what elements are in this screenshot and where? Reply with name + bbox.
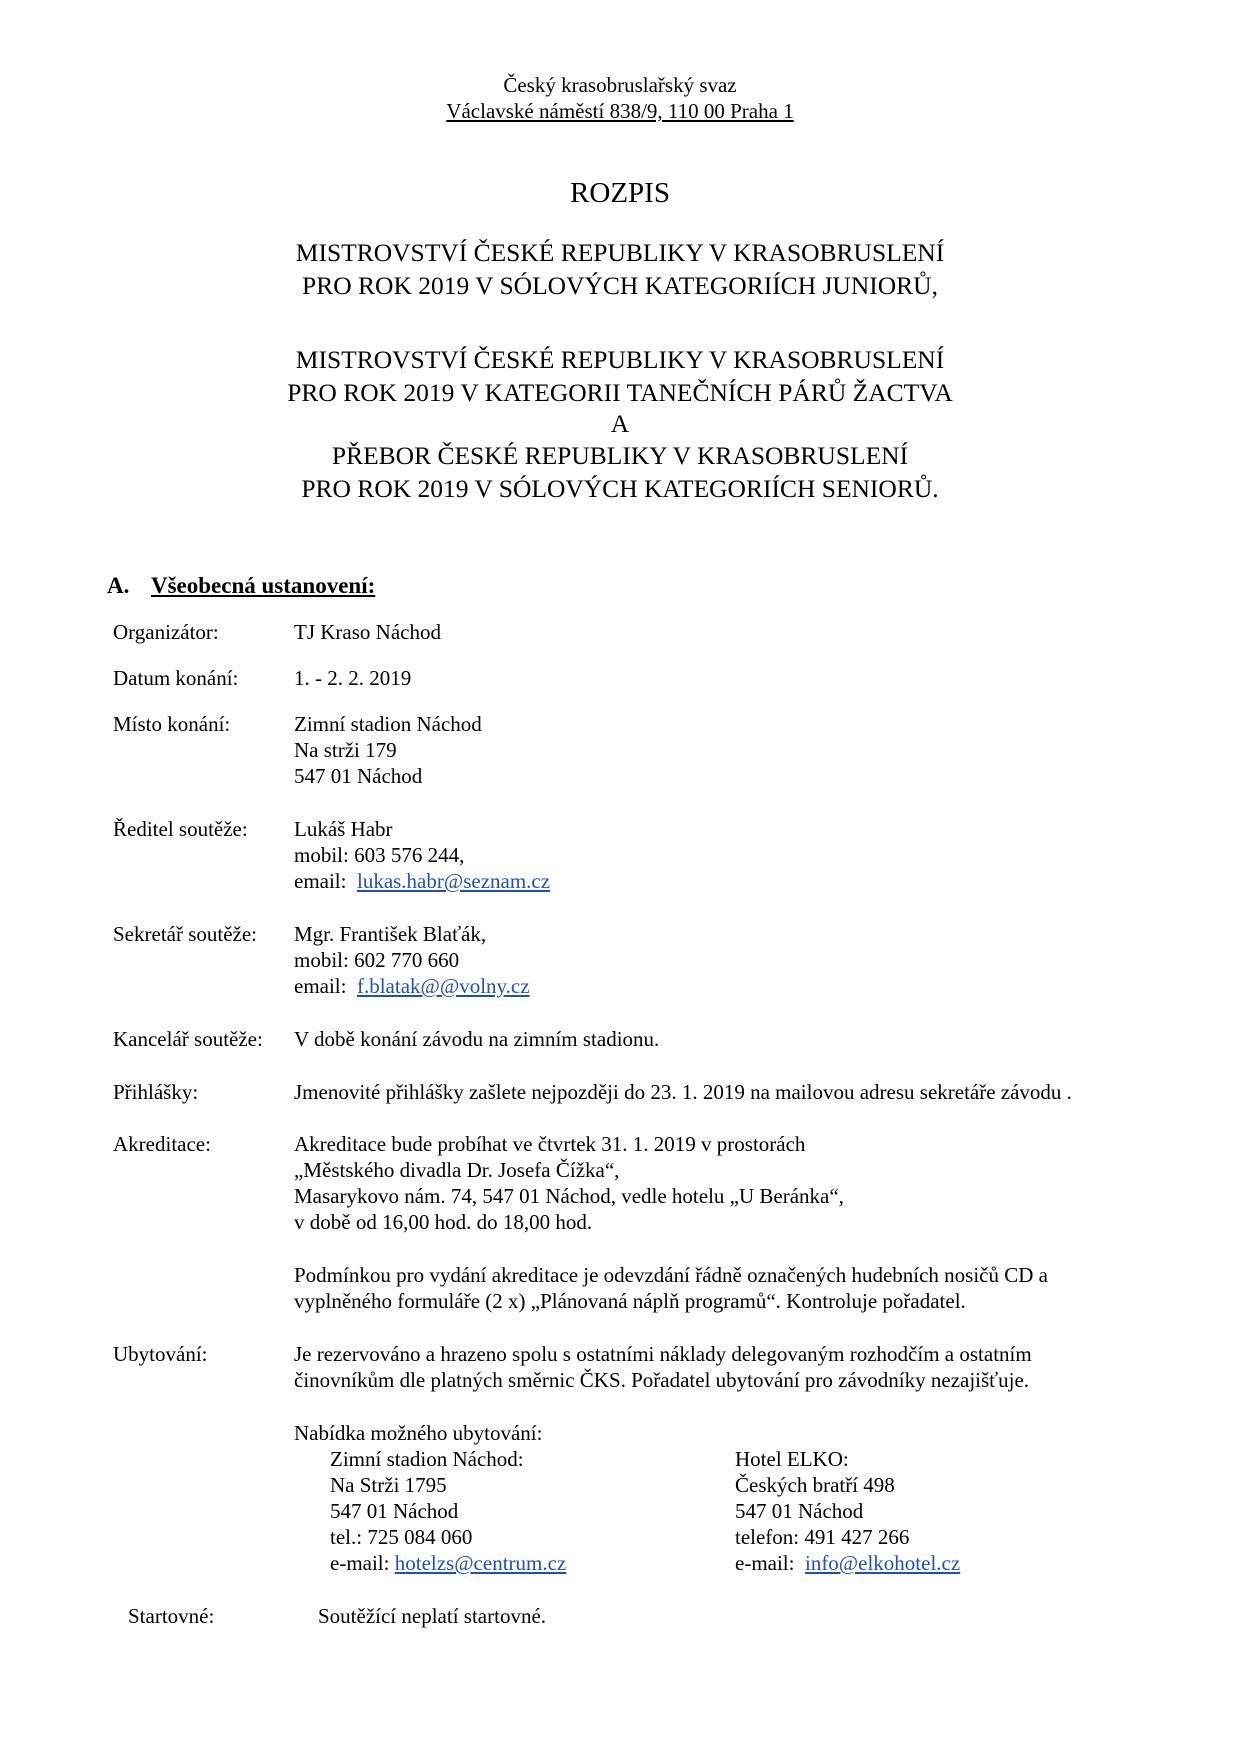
misto-line: Zimní stadion Náchod [294, 712, 482, 736]
label-organizator: Organizátor: [113, 620, 219, 644]
hotel-zimni-stadion [330, 1446, 566, 1576]
hotel-email-row [735, 1550, 960, 1576]
subtitle-line: PŘEBOR ČESKÉ REPUBLIKY V KRASOBRUSLENÍ [331, 441, 909, 470]
ubytovani-line: činovníkům dle platných směrnic ČKS. Pořadatel ubytování pro závodníky nezajišťuje. [294, 1368, 1030, 1392]
value-prihlasky: Jmenovité přihlášky zašlete nejpozději do 23. 1. 2019 na mailovou adresu sekretáře závodu . [294, 1080, 1072, 1104]
email-label: email: [294, 974, 357, 998]
value-organizator: TJ Kraso Náchod [294, 620, 441, 644]
akreditace-line: v době od 16,00 hod. do 18,00 hod. [294, 1210, 593, 1234]
document-title: ROZPIS [570, 177, 670, 209]
reditel-email-link[interactable]: lukas.habr@seznam.cz [356, 869, 551, 893]
sekretar-mobil: mobil: 602 770 660 [294, 948, 460, 972]
akreditace-note-line: Podmínkou pro vydání akreditace je odevzdání řádně označených hudebních nosičů CD a [294, 1263, 1049, 1287]
value-datum: 1. - 2. 2. 2019 [294, 666, 412, 690]
value-kancelar: V době konání závodu na zimním stadionu. [294, 1027, 660, 1051]
organization-name: Český krasobruslařský svaz [503, 73, 737, 97]
value-sekretar [294, 921, 530, 999]
sekretar-email-link[interactable]: f.blatak@@volny.cz [356, 974, 530, 998]
label-reditel: Ředitel soutěže: [113, 817, 248, 841]
section-letter: A. [107, 573, 130, 598]
hotel-line: tel.: 725 084 060 [330, 1525, 473, 1549]
hotel-elko [735, 1446, 960, 1576]
reditel-name: Lukáš Habr [294, 817, 393, 841]
organization-address: Václavské náměstí 838/9, 110 00 Praha 1 [446, 99, 794, 123]
akreditace-line: „Městského divadla Dr. Josefa Čížka“, [294, 1158, 620, 1182]
hotel-email-row [330, 1550, 566, 1576]
ubytovani-line: Je rezervováno a hrazeno spolu s ostatními náklady delegovaným rozhodčím a ostatním [294, 1342, 1032, 1366]
section-heading [107, 572, 375, 600]
email-label: e-mail: [330, 1551, 395, 1575]
document-header [0, 72, 1240, 124]
reditel-mobil: mobil: 603 576 244, [294, 843, 465, 867]
label-kancelar: Kancelář soutěže: [113, 1027, 263, 1051]
label-sekretar: Sekretář soutěže: [113, 922, 258, 946]
subtitle-dance-seniors [0, 343, 1240, 505]
subtitle-line: PRO ROK 2019 V SÓLOVÝCH KATEGORIÍCH JUNIORŮ, [302, 271, 938, 300]
sekretar-email-row [294, 973, 530, 999]
label-datum: Datum konání: [113, 666, 239, 690]
subtitle-line: PRO ROK 2019 V KATEGORII TANEČNÍCH PÁRŮ ŽACTVA [287, 378, 953, 407]
hotel-line: 547 01 Náchod [330, 1499, 459, 1523]
hotel-line: telefon: 491 427 266 [735, 1525, 910, 1549]
label-misto: Místo konání: [113, 712, 231, 736]
value-ubytovani [294, 1341, 1032, 1393]
label-prihlasky: Přihlášky: [113, 1080, 199, 1104]
label-ubytovani: Ubytování: [113, 1342, 208, 1366]
sekretar-name: Mgr. František Blaťák, [294, 922, 487, 946]
subtitle-juniors [0, 236, 1240, 302]
hotel-line: Hotel ELKO: [735, 1447, 849, 1471]
akreditace-note-line: vyplněného formuláře (2 x) „Plánovaná náplň programů“. Kontroluje pořadatel. [294, 1289, 966, 1313]
hotel-elko-email-link[interactable]: info@elkohotel.cz [804, 1551, 961, 1575]
label-startovne: Startovné: [128, 1604, 215, 1628]
hotel-line: Zimní stadion Náchod: [330, 1447, 524, 1471]
misto-line: Na strži 179 [294, 738, 397, 762]
akreditace-note [294, 1262, 1048, 1314]
value-reditel [294, 816, 550, 894]
subtitle-line: A [610, 409, 630, 438]
label-akreditace: Akreditace: [113, 1132, 211, 1156]
value-misto [294, 711, 482, 789]
hotel-line: 547 01 Náchod [735, 1499, 864, 1523]
misto-line: 547 01 Náchod [294, 764, 423, 788]
subtitle-line: PRO ROK 2019 V SÓLOVÝCH KATEGORIÍCH SENIORŮ. [301, 474, 939, 503]
email-label: email: [294, 869, 357, 893]
hotel-zimni-stadion-email-link[interactable]: hotelzs@centrum.cz [394, 1551, 567, 1575]
email-label: e-mail: [735, 1551, 805, 1575]
value-startovne: Soutěžící neplatí startovné. [318, 1604, 547, 1628]
akreditace-line: Akreditace bude probíhat ve čtvrtek 31. 1. 2019 v prostorách [294, 1132, 806, 1156]
reditel-email-row [294, 868, 550, 894]
hotel-line: Na Strži 1795 [330, 1473, 447, 1497]
hotel-line: Českých bratří 498 [735, 1473, 895, 1497]
subtitle-line: MISTROVSTVÍ ČESKÉ REPUBLIKY V KRASOBRUSLENÍ [295, 345, 945, 374]
value-akreditace [294, 1131, 844, 1235]
subtitle-line: MISTROVSTVÍ ČESKÉ REPUBLIKY V KRASOBRUSLENÍ [295, 238, 945, 267]
section-title: Všeobecná ustanovení: [151, 573, 376, 598]
ubytovani-offer-title: Nabídka možného ubytování: [294, 1421, 543, 1445]
akreditace-line: Masarykovo nám. 74, 547 01 Náchod, vedle hotelu „U Beránka“, [294, 1184, 844, 1208]
